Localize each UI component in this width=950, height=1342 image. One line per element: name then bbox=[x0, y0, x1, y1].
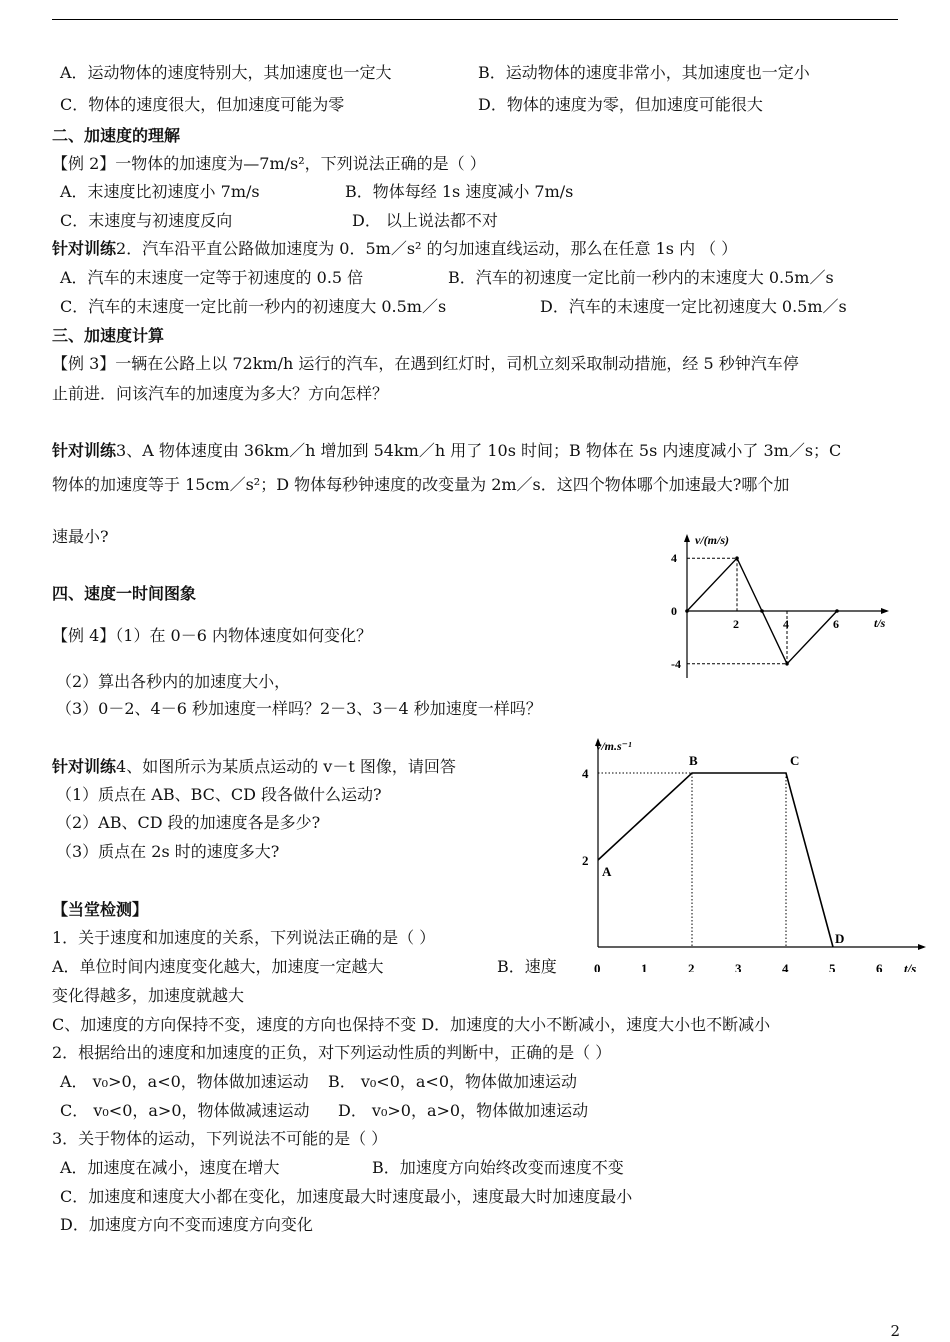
training-3-line2: 物体的加速度等于 15cm／s²；D 物体每秒钟速度的改变量为 2m／s．这四个物体哪个加速最大?哪个加 bbox=[52, 475, 790, 494]
page-number: 2 bbox=[890, 1322, 900, 1340]
x-tick-label: 5 bbox=[829, 961, 836, 972]
choice-b: B．运动物体的速度非常小，其加速度也一定小 bbox=[478, 63, 810, 82]
check-q1: 1．关于速度和加速度的关系，下列说法正确的是（ ） bbox=[52, 928, 436, 947]
series-line bbox=[598, 773, 833, 947]
training-4-text: 4、如图所示为某质点运动的 v－t 图像，请回答 bbox=[116, 757, 456, 776]
training-2-c: C．汽车的末速度一定比前一秒内的初速度大 0.5m／s bbox=[60, 297, 447, 316]
section-heading-check: 【当堂检测】 bbox=[52, 900, 149, 919]
y-tick-label: 4 bbox=[671, 551, 677, 566]
data-point bbox=[735, 556, 739, 560]
example-4-q2: （2）算出各秒内的加速度大小， bbox=[56, 672, 291, 691]
check-q3-c: C．加速度和速度大小都在变化，加速度最大时速度最小，速度最大时加速度最小 bbox=[60, 1187, 633, 1206]
choice-c: C．物体的速度很大，但加速度可能为零 bbox=[60, 95, 345, 114]
check-q2-a: A． v₀>0，a<0，物体做加速运动 bbox=[60, 1072, 309, 1091]
x-tick-label: 4 bbox=[782, 961, 789, 972]
check-q2-c: C． v₀<0，a>0，物体做减速运动 bbox=[60, 1101, 310, 1120]
section-heading-4: 四、速度一时间图象 bbox=[52, 584, 197, 603]
x-tick-label: 2 bbox=[733, 617, 739, 631]
y-tick-label: -4 bbox=[671, 656, 681, 671]
training-2-a: A．汽车的末速度一定等于初速度的 0.5 倍 bbox=[60, 268, 364, 287]
check-q3: 3．关于物体的运动，下列说法不可能的是（ ） bbox=[52, 1129, 388, 1148]
x-tick-label: 6 bbox=[833, 617, 839, 631]
training-2-text: 2．汽车沿平直公路做加速度为 0．5m／s² 的匀加速直线运动，那么在任意 1s 内 （ ） bbox=[116, 239, 738, 258]
training-label: 针对训练 bbox=[52, 239, 117, 258]
example-4-q3: （3）0－2、4－6 秒加速度一样吗？2－3、3－4 秒加速度一样吗？ bbox=[56, 699, 542, 718]
x-tick-label: 4 bbox=[783, 617, 789, 631]
point-label: C bbox=[790, 753, 800, 768]
x-tick-label: 3 bbox=[735, 961, 742, 972]
training-label: 针对训练 bbox=[52, 757, 117, 776]
training-2-d: D．汽车的末速度一定比初速度大 0.5m／s bbox=[540, 297, 847, 316]
training-4-vt-chart bbox=[572, 732, 932, 972]
choice-a: A．运动物体的速度特别大，其加速度也一定大 bbox=[60, 63, 392, 82]
training-4-q2: （2）AB、CD 段的加速度各是多少? bbox=[56, 813, 321, 832]
point-label: B bbox=[689, 753, 698, 768]
y-axis-arrow bbox=[684, 534, 690, 542]
check-q1-cd: C、加速度的方向保持不变，速度的方向也保持不变 D．加速度的大小不断减小，速度大小也不断减小 bbox=[52, 1015, 771, 1034]
data-point bbox=[685, 609, 689, 613]
x-axis-label: t/s bbox=[874, 616, 886, 630]
check-q1-b: B．速度 bbox=[497, 957, 557, 976]
y-tick-label: 2 bbox=[582, 853, 589, 868]
training-3-line3: 速最小? bbox=[52, 527, 109, 546]
x-tick-label: 2 bbox=[688, 961, 695, 972]
data-point bbox=[835, 609, 839, 613]
training-2-b: B．汽车的初速度一定比前一秒内的末速度大 0.5m／s bbox=[448, 268, 834, 287]
x-tick-label: 1 bbox=[641, 961, 648, 972]
example-2-d: D． 以上说法都不对 bbox=[352, 211, 498, 230]
example-2: 【例 2】一物体的加速度为—7m/s²，下列说法正确的是（ ） bbox=[52, 154, 486, 173]
check-q3-a: A．加速度在减小，速度在增大 bbox=[60, 1158, 280, 1177]
training-4 bbox=[52, 756, 456, 778]
example-2-b: B．物体每经 1s 速度减小 7m/s bbox=[345, 182, 574, 201]
training-4-q1: （1）质点在 AB、BC、CD 段各做什么运动? bbox=[56, 785, 382, 804]
check-q1-b-cont: 变化得越多，加速度就越大 bbox=[52, 986, 245, 1005]
check-q2-b: B． v₀<0，a<0，物体做加速运动 bbox=[328, 1072, 578, 1091]
check-q3-b: B．加速度方向始终改变而速度不变 bbox=[372, 1158, 624, 1177]
y-tick-label: 0 bbox=[671, 604, 677, 618]
example-4-q1: 【例 4】（1）在 0－6 内物体速度如何变化？ bbox=[52, 626, 372, 645]
x-axis-arrow bbox=[918, 944, 926, 950]
y-axis-label: v/m.s⁻¹ bbox=[596, 739, 632, 753]
x-tick-label: 6 bbox=[876, 961, 883, 972]
section-heading-2: 二、加速度的理解 bbox=[52, 126, 181, 145]
training-3-text: 3、A 物体速度由 36km／h 增加到 54km／h 用了 10s 时间；B 物体在 5s 内速度减小了 3m／s；C bbox=[116, 441, 842, 460]
point-label: D bbox=[835, 931, 845, 946]
check-q2-d: D． v₀>0，a>0，物体做加速运动 bbox=[338, 1101, 589, 1120]
x-axis-arrow bbox=[881, 608, 889, 614]
y-tick-label: 4 bbox=[582, 766, 589, 781]
x-tick-label: 0 bbox=[594, 961, 601, 972]
training-3-line1 bbox=[52, 440, 841, 462]
example-3-line2: 止前进．问该汽车的加速度为多大？方向怎样？ bbox=[52, 384, 389, 403]
check-q1-a: A．单位时间内速度变化越大，加速度一定越大 bbox=[52, 957, 384, 976]
check-q2: 2．根据给出的速度和加速度的正负，对下列运动性质的判断中，正确的是（ ） bbox=[52, 1043, 612, 1062]
header-rule bbox=[52, 19, 898, 20]
data-point bbox=[785, 662, 789, 666]
y-axis-label: v/(m/s) bbox=[695, 533, 729, 547]
x-axis-label: t/s bbox=[904, 961, 917, 972]
training-label: 针对训练 bbox=[52, 441, 117, 460]
point-label: A bbox=[602, 864, 612, 879]
training-2 bbox=[52, 238, 737, 260]
training-4-q3: （3）质点在 2s 时的速度多大? bbox=[56, 842, 280, 861]
example-2-a: A．末速度比初速度小 7m/s bbox=[60, 182, 260, 201]
section-heading-3: 三、加速度计算 bbox=[52, 326, 165, 345]
example-4-vt-chart bbox=[662, 528, 902, 688]
choice-d: D．物体的速度为零，但加速度可能很大 bbox=[478, 95, 763, 114]
check-q3-d: D．加速度方向不变而速度方向变化 bbox=[60, 1215, 313, 1234]
example-3-line1: 【例 3】一辆在公路上以 72km/h 运行的汽车，在遇到红灯时，司机立刻采取制动措施，经 5 秒钟汽车停 bbox=[52, 354, 799, 373]
example-2-c: C．末速度与初速度反向 bbox=[60, 211, 233, 230]
data-point bbox=[760, 609, 764, 613]
